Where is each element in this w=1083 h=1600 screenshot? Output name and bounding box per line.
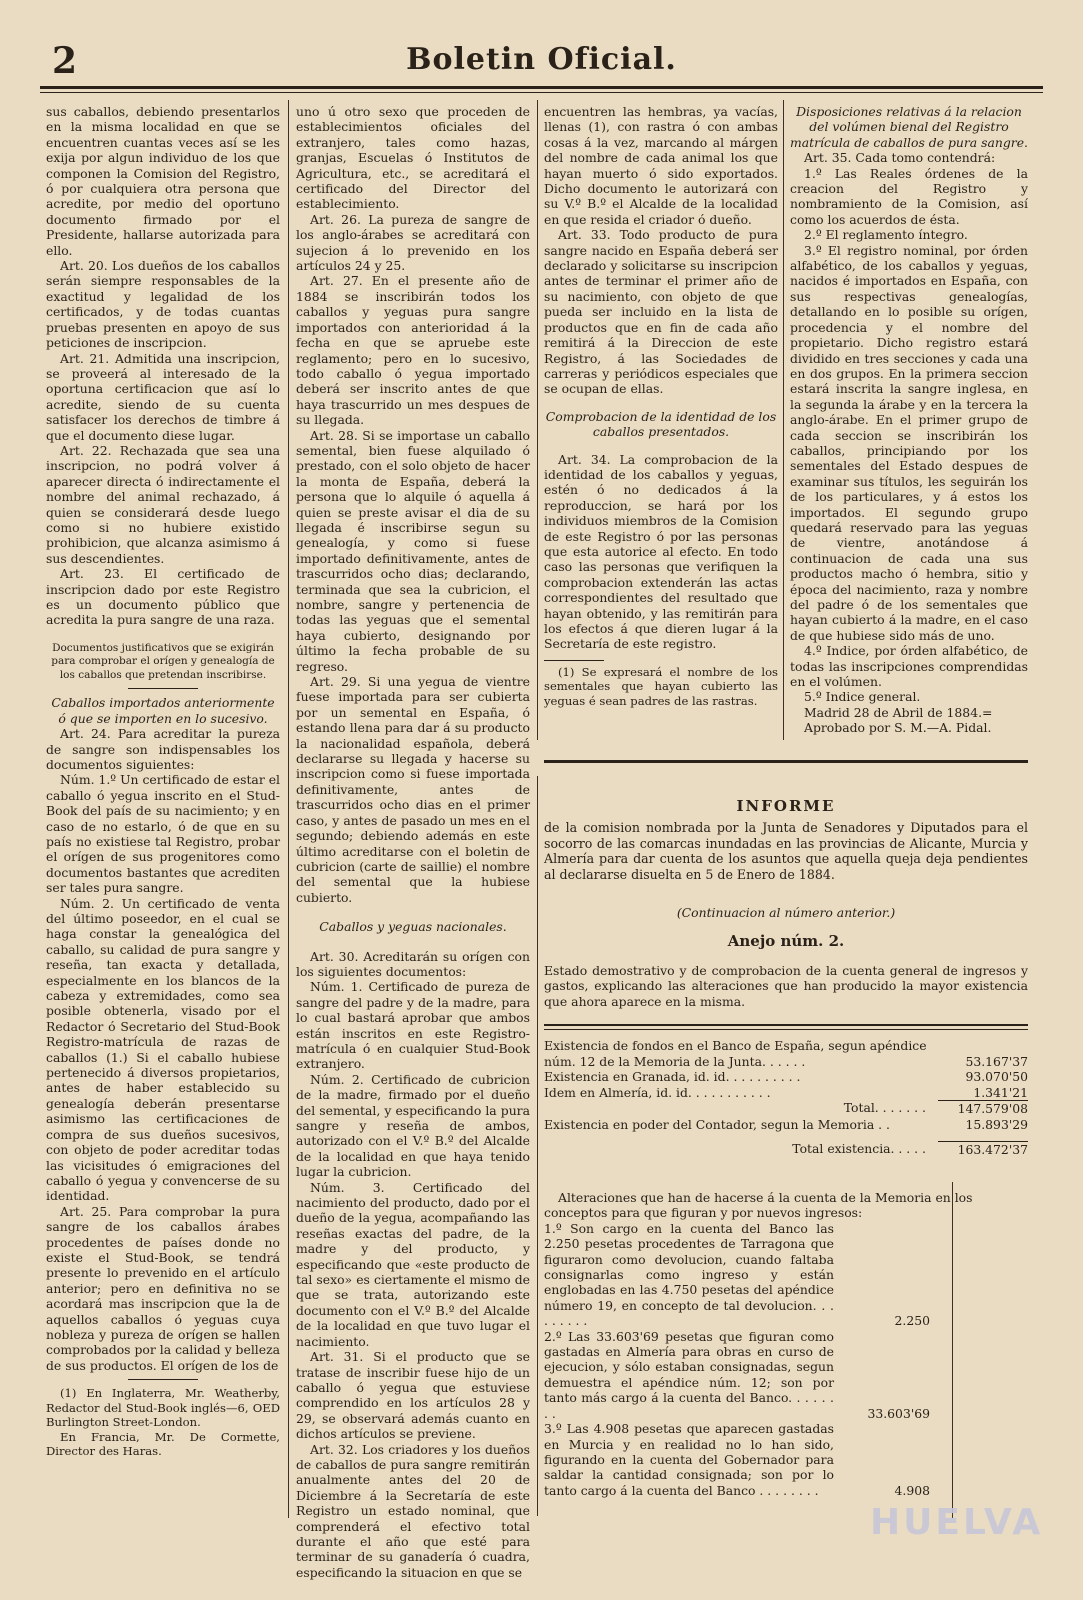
separator bbox=[128, 688, 198, 689]
alteracion-text: 2.º Las 33.603'69 pesetas que figuran como gastadas en Almería para obras en curso de ejecucion, y sólo estaban consignadas, segun demuestra el apéndice núm. 12; son por tanto más cargo á la cuenta del Banco. . . . . . . . bbox=[544, 1328, 834, 1421]
article-26: Art. 26. La pureza de sangre de los anglo-árabes se acreditará con sujecion á lo prevenido en los artículos 24 y 25. bbox=[296, 211, 530, 274]
article-32: Art. 32. Los criadores y los dueños de caballos de pura sangre remitirán anualmente antes del 20 de Diciembre á la Secretaría de este Registro un estado nominal, que comprenderá el efectivo total durante el año que esté para terminar de su ganadería ó cuadra, especificando la situacion en que se bbox=[296, 1441, 530, 1580]
article-24: Art. 24. Para acreditar la pureza de sangre son indispensables los documentos siguientes: bbox=[46, 726, 280, 772]
article-30: Art. 30. Acreditarán su orígen con los siguientes documentos: bbox=[296, 948, 530, 979]
table-rule bbox=[544, 1029, 1028, 1030]
column-divider bbox=[537, 100, 538, 740]
article-25: Art. 25. Para comprobar la pura sangre de los caballos árabes procedentes de países donde no existe el Stud-Book, se tendrá presente lo prevenido en el artículo anterior; pero en definitiva no se acordará mas inscripcion que la de aquellos caballos ó yeguas cuya nobleza y pureza de orígen se hallen comprobados por la calidad y belleza de sus productos. El orígen de los de bbox=[46, 1203, 280, 1373]
column-1 bbox=[46, 104, 280, 1459]
alteracion-row bbox=[544, 1221, 1028, 1329]
item-num-2: Núm. 2. Certificado de cubricion de la madre, firmado por el dueño del semental, y especificando la pura sangre y reseña de ambos, autorizado con el V.º B.º del Alcalde de la localidad en que haya tenido lugar la cubricion. bbox=[296, 1071, 530, 1180]
article-21: Art. 21. Admitida una inscripcion, se proveerá al interesado de la oportuna certificacion que así lo acredite, siendo de su cuenta satisfacer los derechos de timbre á que el documento diese lugar. bbox=[46, 350, 280, 443]
article-34: Art. 34. La comprobacion de la identidad de los caballos y yeguas, estén ó no dedicados á la reproduccion, se hará por los individuos miembros de la Comision de este Registro ó por las personas que esta autorice al efecto. En todo caso las personas que verifiquen la comprobacion extenderán las actas correspondientes del resultado que hayan obtenido, y las remitirán para los efectos á que dieren lugar á la Secretaría de este registro. bbox=[544, 451, 778, 652]
alteracion-row bbox=[544, 1421, 1028, 1498]
list-item: 4.º Indice, por órden alfabético, de todas las inscripciones comprendidas en el volúmen. bbox=[790, 643, 1028, 690]
column-divider bbox=[537, 776, 538, 1516]
approval-line: Aprobado por S. M.—A. Pidal. bbox=[804, 720, 992, 736]
page-number: 2 bbox=[52, 40, 78, 82]
list-item: 2.º El reglamento íntegro. bbox=[804, 227, 968, 243]
estado-text: Estado demostrativo y de comprobacion de la cuenta general de ingresos y gastos, explicando las alteraciones que han producido la mayor existencia que ahora aparece en la misma. bbox=[544, 963, 1028, 1009]
alteraciones-section bbox=[544, 1190, 1028, 1498]
column-3 bbox=[544, 104, 778, 708]
article-31: Art. 31. Si el producto que se tratase de inscribir fuese hijo de un caballo ó yegua que estuviese comprendido en los artículos 28 y 29, se observará además cuanto en dichos artículos se previene. bbox=[296, 1349, 530, 1442]
article-28: Art. 28. Si se importase un caballo semental, bien fuese alquilado ó prestado, con el solo objeto de hacer la monta de España, deberá la persona que lo alquile ó aquella á quien se preste avisar el dia de su llegada é inscribirse segun su genealogía, y como si fuese importado definitivamente, antes de trascurridos ocho dias; declarando, terminada que sea la cubricion, el nombre, sangre y pertenencia de todas las yeguas que el semental haya cubierto, designando por último la fecha probable de su regreso. bbox=[296, 427, 530, 674]
archive-watermark: HUELVA bbox=[870, 1502, 1044, 1543]
ledger-row bbox=[544, 1038, 1028, 1069]
article-23: Art. 23. El certificado de inscripcion dado por este Registro es un documento público que acredita la pura sangre de una raza. bbox=[46, 566, 280, 628]
paragraph: sus caballos, debiendo presentarlos en la misma localidad en que se encuentren cuantas veces así se les exija por algun individuo de los que componen la Comision del Registro, ó por cualquiera otra persona que acredite, por medio del oportuno documento firmado por el Presidente, hallarse autorizada para ello. bbox=[46, 104, 280, 258]
ledger-label: Total existencia. . . . . bbox=[792, 1140, 926, 1156]
alteracion-text: 1.º Son cargo en la cuenta del Banco las 2.250 pesetas procedentes de Tarragona que figuraron como devolucion, cuando faltaba consignarlas como ingreso y están englobadas en las 4.750 pesetas del apéndice número 19, en concepto de tal devolucion. . . . . . . . . bbox=[544, 1220, 834, 1329]
section-heading-nacionales: Caballos y yeguas nacionales. bbox=[319, 919, 507, 935]
ledger-table bbox=[544, 1038, 1028, 1157]
page-title: Boletin Oficial. bbox=[406, 42, 677, 77]
section-heading-importados: Caballos importados anteriormente ó que se importen en lo sucesivo. bbox=[51, 695, 275, 726]
column-divider bbox=[288, 100, 289, 1518]
list-item: 5.º Indice general. bbox=[804, 689, 921, 705]
ledger-amount: 1.341'21 bbox=[973, 1084, 1028, 1100]
separator bbox=[128, 1379, 198, 1380]
section-rule bbox=[544, 760, 1028, 763]
paragraph: encuentren las hembras, ya vacías, llenas (1), con rastra ó con ambas cosas á la vez, marcando al márgen del nombre de cada animal los que hayan muerto ó sido exportados. Dicho documento le autorizará con su V.º B.º el Alcalde de la localidad en que resida el criador ó dueño. bbox=[544, 104, 778, 227]
date-line: Madrid 28 de Abril de 1884.= bbox=[804, 704, 993, 720]
ledger-row bbox=[544, 1117, 1028, 1133]
ledger-row bbox=[544, 1069, 1028, 1085]
alteraciones-intro: Alteraciones que han de hacerse á la cuenta de la Memoria en los conceptos para que figuran y por nuevos ingresos: bbox=[544, 1190, 973, 1221]
paragraph: uno ú otro sexo que proceden de establecimientos oficiales del extranjero, tales como hazas, granjas, Escuelas ó Institutos de Agricultura, etc., se acreditará el certificado del Director del establecimiento. bbox=[296, 104, 530, 212]
ledger-grand-total-row bbox=[544, 1141, 1028, 1158]
item-num-1: Núm. 1. Certificado de pureza de sangre del padre y de la madre, para lo cual bastará aprobar que ambos están inscritos en este Registro-matrícula ó en cualquier Stud-Book extranjero. bbox=[296, 979, 530, 1072]
ledger-amount: 147.579'08 bbox=[938, 1100, 1028, 1117]
column-2 bbox=[296, 104, 530, 1580]
list-item: 1.º Las Reales órdenes de la creacion del Registro y nombramiento de la Comision, así como los acuerdos de ésta. bbox=[790, 165, 1028, 227]
article-22: Art. 22. Rechazada que sea una inscripcion, no podrá volver á aparecer directa ó indirectamente el nombre del animal rechazado, á quien se considerará desde luego como si no hubiere existido prohibicion, que alcanza asimismo á sus descendientes. bbox=[46, 442, 280, 566]
informe-text: de la comision nombrada por la Junta de Senadores y Diputados para el socorro de las comarcas inundadas en las provincias de Alicante, Murcia y Almería para dar cuenta de los asuntos que aquella queja deja pendientes al declararse disuelta en 5 de Enero de 1884. bbox=[544, 820, 1028, 882]
anejo-title: Anejo núm. 2. bbox=[727, 932, 845, 950]
ledger-label: Existencia de fondos en el Banco de España, segun apéndice núm. 12 de la Memoria de la Junta. . . . . . bbox=[544, 1038, 927, 1069]
section-heading-documentos: Documentos justificativos que se exigirán para comprobar el orígen y genealogía de los caballos que pretendan inscribirse. bbox=[51, 641, 275, 681]
separator bbox=[544, 660, 604, 661]
list-item: 3.º El registro nominal, por órden alfabético, de los caballos y yeguas, nacidos é importados en España, con sus respectivas genealogías, detallando en lo posible su orígen, procedencia y el nombre del propietario. Dicho registro estará dividido en tres secciones y cada una en dos grupos. En la primera seccion estará inscrita la sangre inglesa, en la segunda la árabe y en la tercera la anglo-árabe. En el primer grupo de cada seccion se inscribirán los caballos, principiando por los sementales del Estado despues de examinar sus títulos, les seguirán los de los particulares, y á estos los importados. El segundo grupo quedará reservado para las yeguas de vientre, anotándose á continuacion de cada una sus productos macho ó hembra, sitio y época del nacimiento, raza y nombre del padre ó de los sementales que hayan cubierto á la madre, en el caso de que hubiese sido más de uno. bbox=[790, 242, 1028, 643]
section-heading-disposiciones: Disposiciones relativas á la relacion del volúmen bienal del Registro matrícula de caballos de pura sangre. bbox=[790, 104, 1028, 150]
article-33: Art. 33. Todo producto de pura sangre nacido en España deberá ser declarado y solicitarse su inscripcion antes de terminar el primer año de su nacimiento, con objeto de que pueda ser incluido en la lista de productos que en fin de cada año remitirá á la Direccion de este Registro, á las Sociedades de carreras y periódicos especiales que se ocupan de ellas. bbox=[544, 227, 778, 397]
article-29: Art. 29. Si una yegua de vientre fuese importada para ser cubierta por un semental en España, ó estando llena para dar á su producto la nacionalidad española, deberá declararse su llegada y hacerse su inscripcion como si fuese importada definitivamente, antes de trascurridos ocho dias en el primer caso, y antes de pasado un mes en el segundo; debiendo además en este último acreditarse con el boletin de cubricion (carte de saillie) el nombre del semental que la hubiese cubierto. bbox=[296, 674, 530, 905]
ledger-row bbox=[544, 1085, 1028, 1101]
alteracion-amount: 33.603'69 bbox=[867, 1405, 930, 1421]
article-20: Art. 20. Los dueños de los caballos serán siempre responsables de la exactitud y legalidad de los certificados, y de todas cuantas pruebas presenten en apoyo de sus peticiones de inscripcion. bbox=[46, 258, 280, 351]
ledger-total-row bbox=[544, 1100, 1028, 1117]
ledger-amount: 163.472'37 bbox=[938, 1141, 1028, 1158]
header-rule-thin bbox=[40, 92, 1043, 93]
ledger-label: Total. . . . . . . bbox=[843, 1100, 926, 1116]
item-num-1: Núm. 1.º Un certificado de estar el caballo ó yegua inscrito en el Stud-Book del país de su nacimiento; y en caso de no estarlo, ó de que en su país no existiese tal Registro, probar el orígen de sus progenitores como documentos bastantes que acrediten ser tales pura sangre. bbox=[46, 772, 280, 896]
article-35: Art. 35. Cada tomo contendrá: bbox=[804, 150, 996, 166]
informe-title: INFORME bbox=[736, 797, 836, 815]
ledger-amount: 53.167'37 bbox=[965, 1053, 1028, 1069]
alteracion-text: 3.º Las 4.908 pesetas que aparecen gastadas en Murcia y en realidad no lo han sido, figurando en la cuenta del Gobernador para saldar la cantidad consignada; son por lo tanto cargo á la cuenta del Banco . . . . . . . . bbox=[544, 1421, 834, 1498]
continuation-note: (Continuacion al número anterior.) bbox=[676, 905, 896, 920]
page-header bbox=[40, 40, 1043, 86]
header-rule bbox=[40, 86, 1043, 89]
item-num-3: Núm. 3. Certificado del nacimiento del producto, dado por el dueño de la yegua, acompañando las reseñas exactas del padre, de la madre y del producto, y especificando que «este producto de tal sexo» es ciertamente el mismo de que se trata, autorizando este documento con el V.º B.º del Alcalde de la localidad en que tuvo lugar el nacimiento. bbox=[296, 1179, 530, 1349]
footnote: En Francia, Mr. De Cormette, Director des Haras. bbox=[46, 1429, 280, 1459]
alteracion-amount: 4.908 bbox=[894, 1482, 930, 1498]
ledger-label: Existencia en Granada, id. id. . . . . . . . . . bbox=[544, 1069, 801, 1085]
article-27: Art. 27. En el presente año de 1884 se inscribirán todos los caballos y yeguas pura sangre importados con anterioridad á la fecha en que se apruebe este reglamento; pero en lo sucesivo, todo caballo ó yegua importado deberá ser inscrito antes de que haya trascurrido un mes despues de su llegada. bbox=[296, 273, 530, 428]
alteracion-amount: 2.250 bbox=[894, 1313, 930, 1329]
ledger-amount: 93.070'50 bbox=[965, 1069, 1028, 1085]
footnote: (1) Se expresará el nombre de los sementales que hayan cubierto las yeguas é sean padres de las rastras. bbox=[544, 664, 778, 708]
alteracion-row bbox=[544, 1329, 1028, 1421]
table-rule bbox=[544, 1024, 1028, 1026]
footnote: (1) En Inglaterra, Mr. Weatherby, Redactor del Stud-Book inglés—6, OED Burlington Street-London. bbox=[46, 1386, 280, 1430]
item-num-2: Núm. 2. Un certificado de venta del último poseedor, en el cual se haga constar la genealógica del caballo, su calidad de pura sangre y reseña, tan exacta y detallada, especialmente en los blancos de la cabeza y extremidades, como sea posible obtenerla, visado por el Redactor ó Secretario del Stud-Book Registro-matrícula de razas de caballos (1.) Si el caballo hubiese pertenecido á diversos propietarios, antes de haber establecido su genealogía deberán presentarse asimismo las certificaciones de compra de sus dueños sucesivos, con objeto de poder acreditar todas las vicisitudes ó emigraciones del caballo ó yegua y convencerse de su identidad. bbox=[46, 895, 280, 1204]
ledger-label: Idem en Almería, id. id. . . . . . . . . . . bbox=[544, 1084, 771, 1100]
column-divider bbox=[783, 100, 784, 740]
section-heading-identidad: Comprobacion de la identidad de los caballos presentados. bbox=[545, 408, 777, 440]
column-4 bbox=[790, 104, 1028, 736]
ledger-label: Existencia en poder del Contador, segun la Memoria . . bbox=[544, 1116, 890, 1132]
ledger-amount: 15.893'29 bbox=[965, 1116, 1028, 1132]
